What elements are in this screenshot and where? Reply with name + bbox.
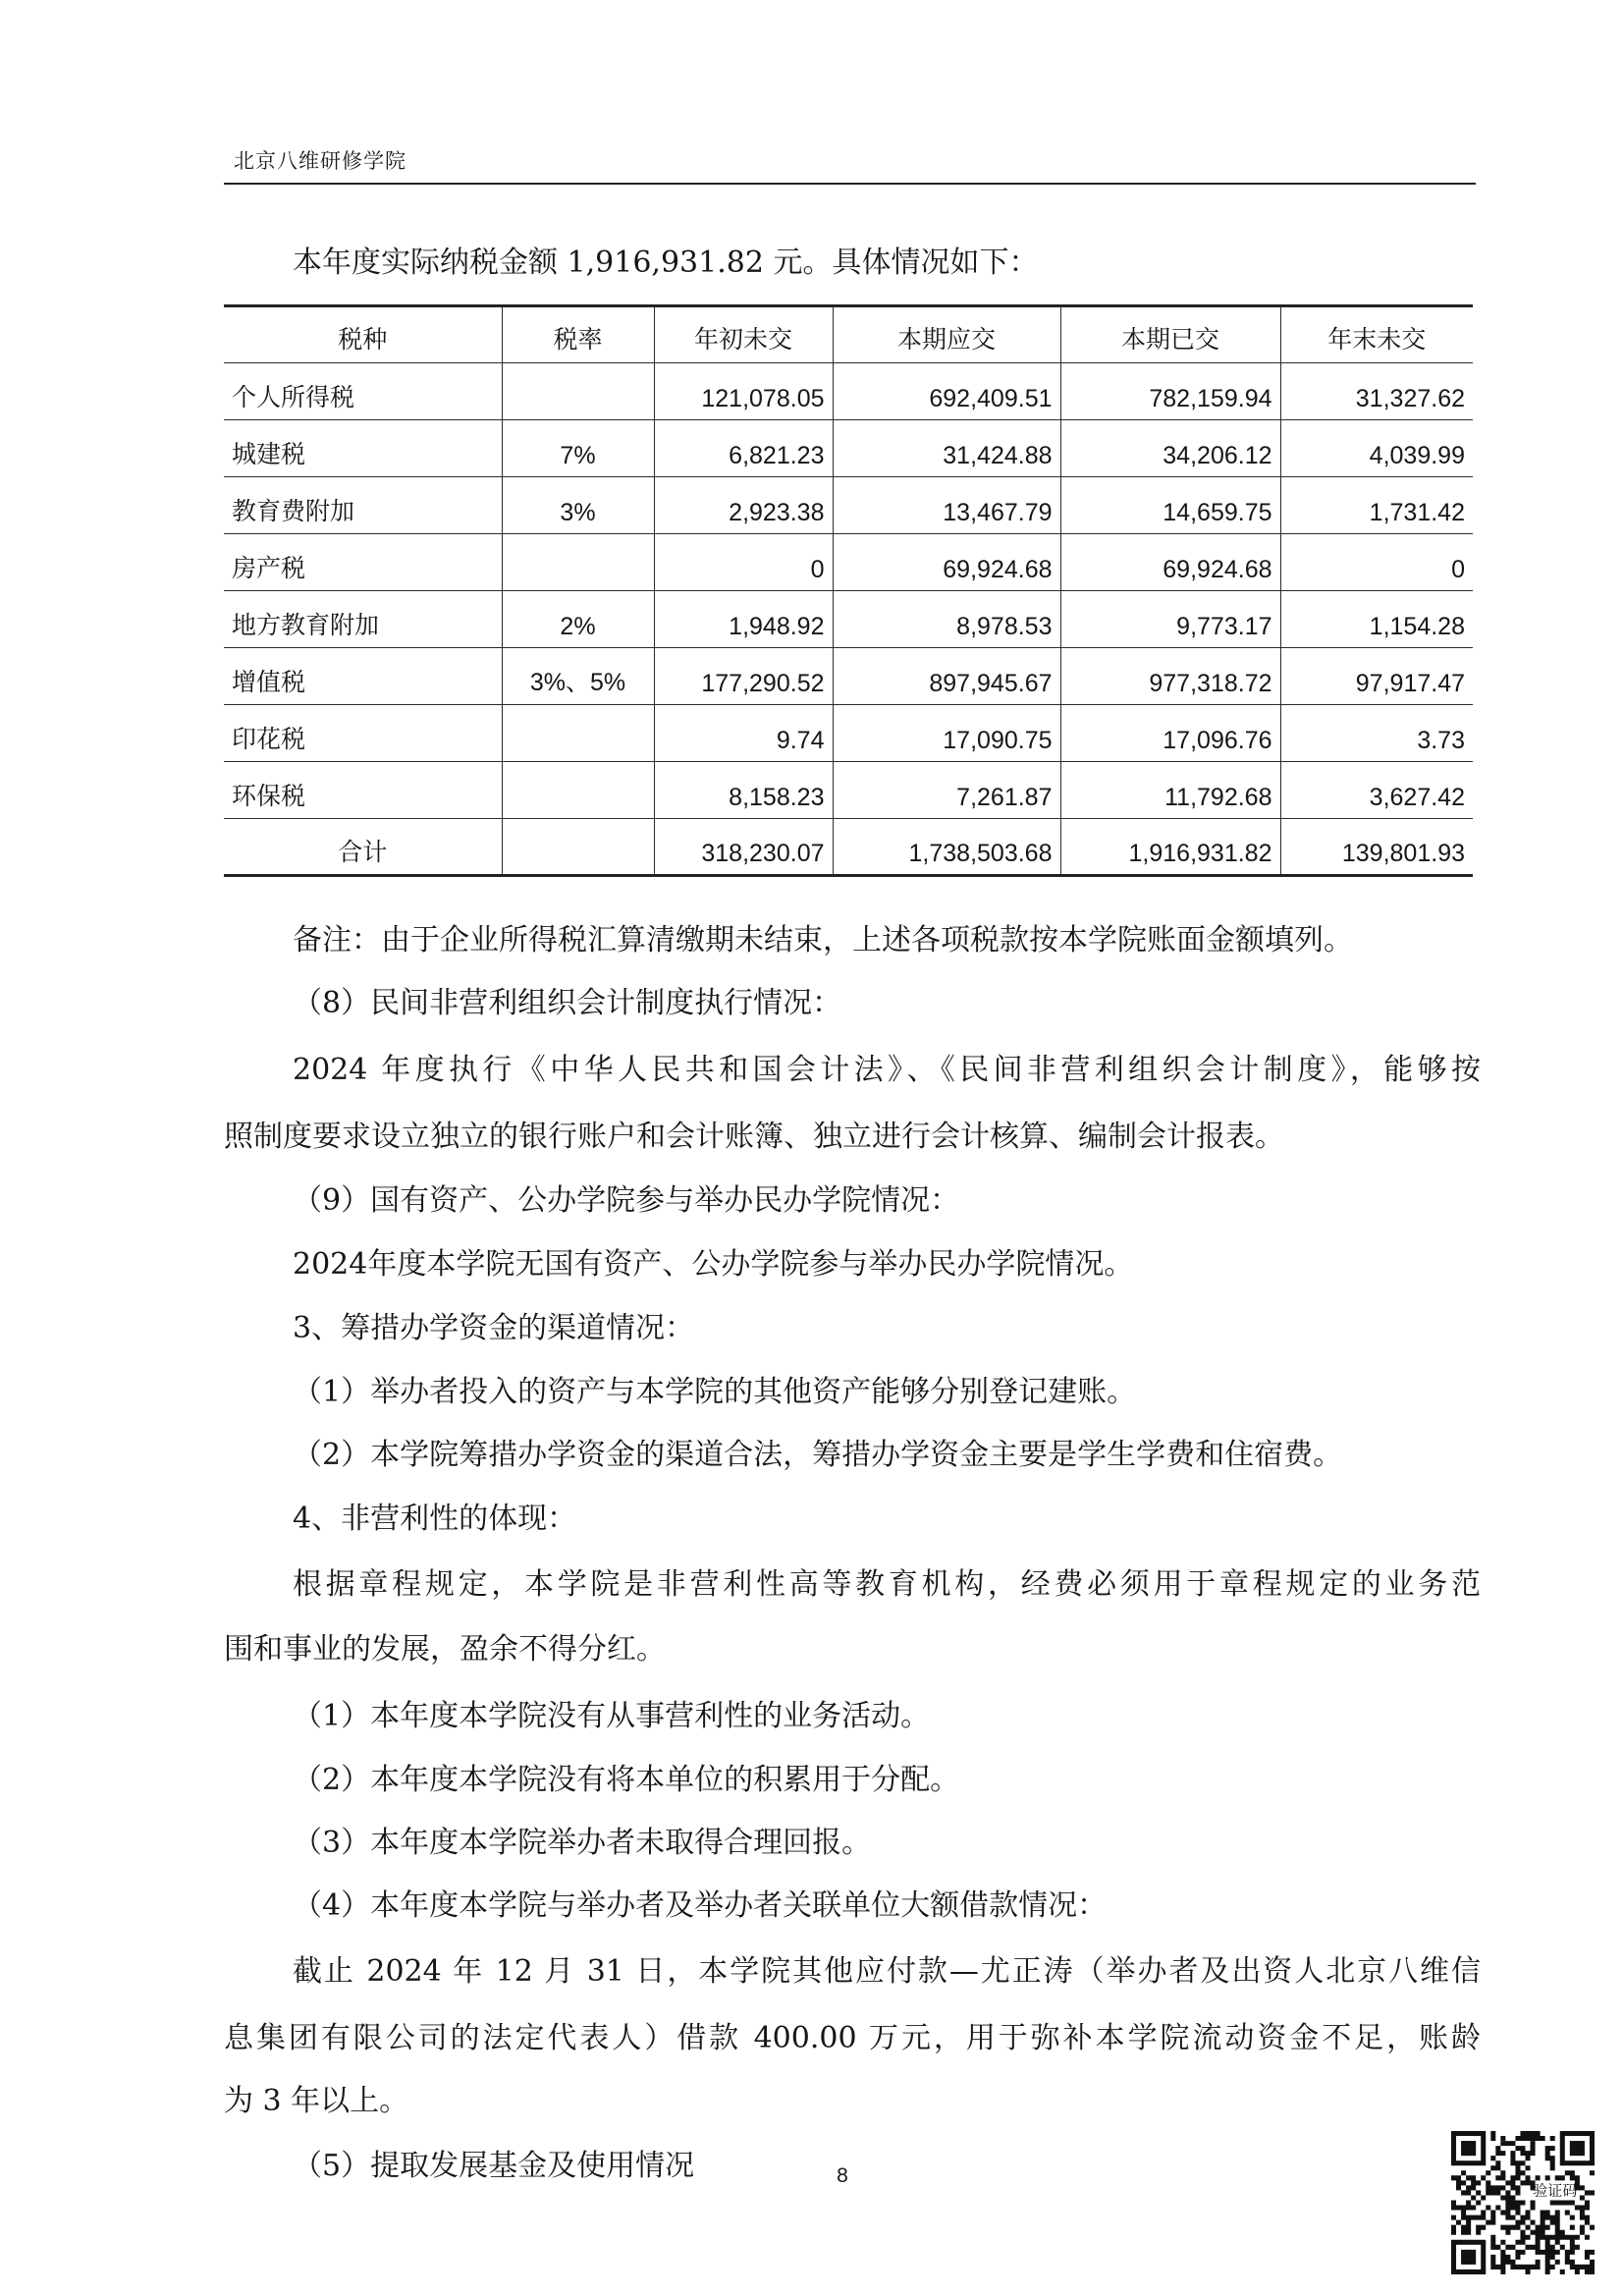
cell-period-paid: 69,924.68: [1060, 534, 1280, 591]
cell-opening-unpaid: 121,078.05: [654, 363, 833, 420]
cell-tax-rate: [502, 819, 654, 876]
section-3-item-1: （1）举办者投入的资产与本学院的其他资产能够分别登记建账。: [293, 1375, 1137, 1409]
table-row: [224, 591, 1473, 648]
header-divider: [224, 183, 1476, 185]
cell-total-label: 合计: [224, 819, 502, 876]
cell-period-paid: 782,159.94: [1060, 363, 1280, 420]
cell-tax-rate: 3%、5%: [502, 648, 654, 705]
cell-opening-unpaid: 1,948.92: [654, 591, 833, 648]
cell-opening-unpaid: 2,923.38: [654, 477, 833, 534]
cell-opening-unpaid: 0: [654, 534, 833, 591]
section-9-title: （9）国有资产、公办学院参与举办民办学院情况：: [293, 1183, 960, 1218]
page-header-institution: 北京八维研修学院: [234, 149, 406, 173]
table-row: [224, 477, 1473, 534]
cell-period-payable: 692,409.51: [833, 363, 1060, 420]
cell-period-paid: 17,096.76: [1060, 705, 1280, 762]
cell-tax-type: 地方教育附加: [224, 591, 502, 648]
cell-period-payable: 69,924.68: [833, 534, 1060, 591]
intro-paragraph: 本年度实际纳税金额 1,916,931.82 元。具体情况如下：: [293, 246, 1039, 280]
section-3-item-2: （2）本学院筹措办学资金的渠道合法，筹措办学资金主要是学生学费和住宿费。: [293, 1438, 1343, 1472]
qr-stamp-label: 验证码: [1533, 2181, 1578, 2200]
cell-closing-unpaid: 1,154.28: [1280, 591, 1473, 648]
section-5-title: （5）提取发展基金及使用情况: [293, 2149, 695, 2183]
header-period-payable: 本期应交: [833, 306, 1060, 363]
section-3-title: 3、筹措办学资金的渠道情况：: [293, 1311, 695, 1345]
cell-period-paid: 9,773.17: [1060, 591, 1280, 648]
section-4-item-1: （1）本年度本学院没有从事营利性的业务活动。: [293, 1699, 931, 1733]
cell-period-payable: 17,090.75: [833, 705, 1060, 762]
table-total-row: [224, 819, 1473, 876]
header-opening-unpaid: 年初未交: [654, 306, 833, 363]
table-header-row: [224, 306, 1473, 363]
cell-closing-unpaid: 3,627.42: [1280, 762, 1473, 819]
loan-paragraph-line-2: 息集团有限公司的法定代表人）借款 400.00 万元，用于弥补本学院流动资金不足，账龄: [224, 2021, 1481, 2055]
header-closing-unpaid: 年末未交: [1280, 306, 1473, 363]
table-row: [224, 648, 1473, 705]
cell-closing-unpaid: 4,039.99: [1280, 420, 1473, 477]
section-4-item-4: （4）本年度本学院与举办者及举办者关联单位大额借款情况：: [293, 1888, 1108, 1923]
table-row: [224, 363, 1473, 420]
cell-tax-type: 环保税: [224, 762, 502, 819]
section-4-paragraph-line-2: 围和事业的发展，盈余不得分红。: [224, 1632, 666, 1667]
cell-period-paid: 1,916,931.82: [1060, 819, 1280, 876]
cell-tax-rate: [502, 762, 654, 819]
cell-period-payable: 8,978.53: [833, 591, 1060, 648]
cell-period-payable: 1,738,503.68: [833, 819, 1060, 876]
cell-tax-type: 印花税: [224, 705, 502, 762]
cell-opening-unpaid: 177,290.52: [654, 648, 833, 705]
cell-tax-rate: 3%: [502, 477, 654, 534]
cell-period-payable: 31,424.88: [833, 420, 1060, 477]
cell-opening-unpaid: 318,230.07: [654, 819, 833, 876]
header-period-paid: 本期已交: [1060, 306, 1280, 363]
table-note: 备注：由于企业所得税汇算清缴期未结束，上述各项税款按本学院账面金额填列。: [293, 923, 1353, 957]
section-4-item-3: （3）本年度本学院举办者未取得合理回报。: [293, 1826, 872, 1860]
cell-tax-rate: 7%: [502, 420, 654, 477]
cell-tax-rate: [502, 534, 654, 591]
cell-closing-unpaid: 1,731.42: [1280, 477, 1473, 534]
cell-closing-unpaid: 0: [1280, 534, 1473, 591]
cell-opening-unpaid: 6,821.23: [654, 420, 833, 477]
section-9-paragraph: 2024年度本学院无国有资产、公办学院参与举办民办学院情况。: [293, 1247, 1134, 1282]
cell-tax-type: 房产税: [224, 534, 502, 591]
cell-period-payable: 13,467.79: [833, 477, 1060, 534]
cell-opening-unpaid: 9.74: [654, 705, 833, 762]
header-tax-type: 税种: [224, 306, 502, 363]
table-row: [224, 420, 1473, 477]
cell-tax-type: 教育费附加: [224, 477, 502, 534]
cell-tax-rate: [502, 705, 654, 762]
table-row: [224, 705, 1473, 762]
cell-tax-rate: 2%: [502, 591, 654, 648]
cell-tax-type: 城建税: [224, 420, 502, 477]
tax-table: [224, 304, 1473, 877]
section-4-item-2: （2）本年度本学院没有将本单位的积累用于分配。: [293, 1763, 960, 1797]
cell-tax-type: 增值税: [224, 648, 502, 705]
cell-period-paid: 34,206.12: [1060, 420, 1280, 477]
cell-closing-unpaid: 3.73: [1280, 705, 1473, 762]
cell-closing-unpaid: 139,801.93: [1280, 819, 1473, 876]
section-8-paragraph-line-1: 2024 年度执行《中华人民共和国会计法》、《民间非营利组织会计制度》，能够按: [293, 1053, 1481, 1087]
cell-tax-type: 个人所得税: [224, 363, 502, 420]
table-row: [224, 762, 1473, 819]
page-number: 8: [837, 2164, 848, 2187]
qr-code-stamp: [1451, 2131, 1595, 2274]
header-tax-rate: 税率: [502, 306, 654, 363]
section-8-title: （8）民间非营利组织会计制度执行情况：: [293, 986, 842, 1020]
cell-period-payable: 7,261.87: [833, 762, 1060, 819]
section-4-paragraph-line-1: 根据章程规定，本学院是非营利性高等教育机构，经费必须用于章程规定的业务范: [293, 1567, 1481, 1602]
cell-period-payable: 897,945.67: [833, 648, 1060, 705]
loan-paragraph-line-3: 为 3 年以上。: [224, 2084, 409, 2118]
cell-tax-rate: [502, 363, 654, 420]
cell-opening-unpaid: 8,158.23: [654, 762, 833, 819]
cell-period-paid: 11,792.68: [1060, 762, 1280, 819]
loan-paragraph-line-1: 截止 2024 年 12 月 31 日，本学院其他应付款—尤正涛（举办者及出资人北京八维信: [293, 1954, 1481, 1989]
table-row: [224, 534, 1473, 591]
qr-code-icon: [1451, 2131, 1595, 2274]
section-8-paragraph-line-2: 照制度要求设立独立的银行账户和会计账簿、独立进行会计核算、编制会计报表。: [224, 1120, 1284, 1154]
section-4-title: 4、非营利性的体现：: [293, 1502, 577, 1536]
cell-period-paid: 977,318.72: [1060, 648, 1280, 705]
cell-closing-unpaid: 31,327.62: [1280, 363, 1473, 420]
cell-period-paid: 14,659.75: [1060, 477, 1280, 534]
cell-closing-unpaid: 97,917.47: [1280, 648, 1473, 705]
